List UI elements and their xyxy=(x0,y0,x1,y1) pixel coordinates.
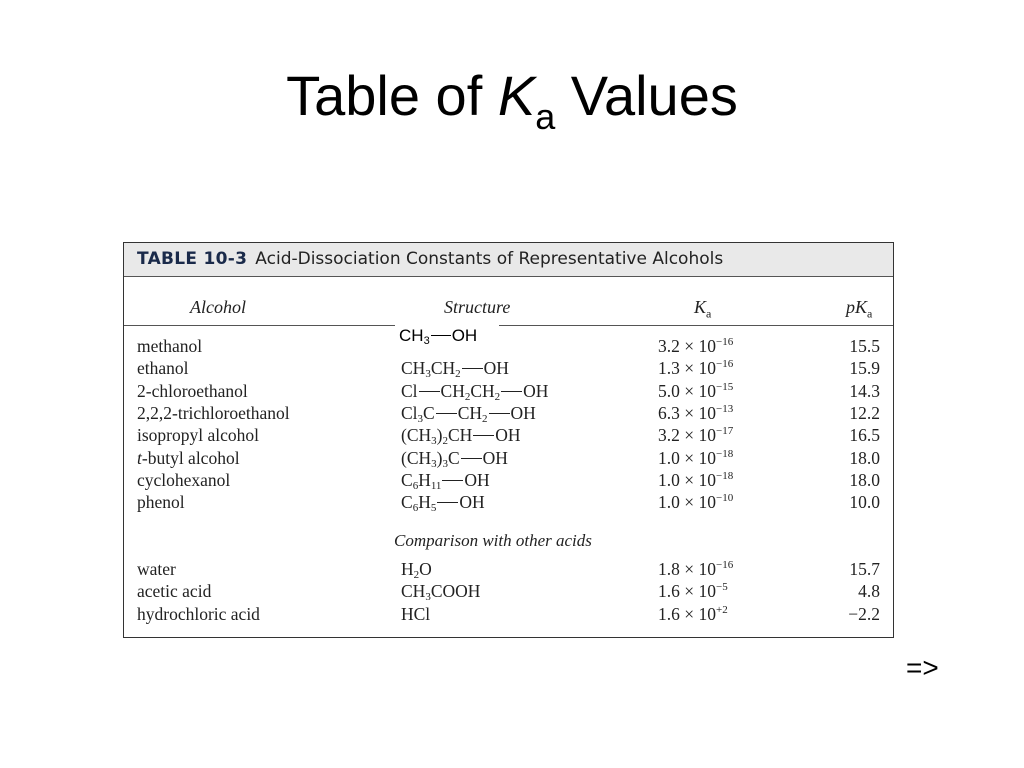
ka-value xyxy=(658,424,733,446)
pka-value: 18.0 xyxy=(849,469,880,490)
alcohol-name xyxy=(137,380,248,402)
caption-text: Acid-Dissociation Constants of Representative Alcohols xyxy=(255,249,724,269)
structure-part: Cl xyxy=(401,402,418,423)
structure-cell xyxy=(401,558,432,580)
ka-exponent: −16 xyxy=(716,358,734,371)
section-label-comparison: Comparison with other acids xyxy=(394,531,592,550)
structure-cell xyxy=(401,447,508,469)
alcohol-name-text: -butyl alcohol xyxy=(141,447,240,468)
header-ka xyxy=(694,297,711,322)
bond-line xyxy=(489,413,510,414)
alcohol-name-text: 2,2,2-trichloroethanol xyxy=(137,402,290,423)
pka-value: 16.5 xyxy=(849,425,880,446)
structure-cell xyxy=(401,424,521,446)
ka-value xyxy=(658,357,733,379)
structure-part: OH xyxy=(495,425,521,446)
alcohol-name xyxy=(137,491,185,513)
ka-exponent: −16 xyxy=(716,559,734,571)
structure-cell xyxy=(401,580,480,602)
structure-subscript: 3 xyxy=(431,457,437,470)
alcohol-name-text: ethanol xyxy=(137,358,189,379)
structure-part: CH xyxy=(399,326,424,345)
structure-part: CH xyxy=(430,358,456,379)
structure-part: (CH xyxy=(401,447,432,468)
alcohol-name-text: water xyxy=(137,559,176,579)
title-k: K xyxy=(497,64,536,127)
table-row xyxy=(124,447,893,469)
ka-mantissa: 1.6 × 10 xyxy=(658,581,716,602)
ka-mantissa: 1.8 × 10 xyxy=(658,559,716,579)
structure-cell xyxy=(401,402,536,424)
alcohol-name xyxy=(137,580,211,602)
structure-part: H xyxy=(401,559,414,579)
slide-title xyxy=(0,58,1024,137)
table-caption xyxy=(124,243,893,277)
structure-part: CH xyxy=(440,380,465,401)
alcohol-name xyxy=(137,447,240,469)
ka-exponent: −5 xyxy=(716,581,728,594)
pka-value: 10.0 xyxy=(849,492,880,513)
structure-methanol xyxy=(395,325,499,349)
ka-value xyxy=(658,558,733,580)
alcohol-name xyxy=(137,402,290,424)
structure-subscript: 3 xyxy=(431,435,437,448)
alcohol-name xyxy=(137,424,259,446)
structure-part: CH xyxy=(457,402,483,423)
table-row xyxy=(124,558,893,580)
next-slide-arrow[interactable]: => xyxy=(906,652,939,683)
pka-value: 4.8 xyxy=(858,581,880,602)
ka-value xyxy=(658,469,733,491)
structure-subscript: 2 xyxy=(494,390,501,403)
title-sub: a xyxy=(535,96,556,137)
ka-mantissa: 1.3 × 10 xyxy=(658,358,716,379)
ka-exponent: −15 xyxy=(716,380,734,393)
alcohol-name-italic: t xyxy=(137,447,142,468)
structure-part: HCl xyxy=(401,603,431,624)
header-pka-k: K xyxy=(855,297,868,317)
alcohol-name xyxy=(137,603,260,625)
table-row xyxy=(124,491,893,513)
structure-cell xyxy=(401,603,430,625)
structure-part: C xyxy=(447,447,460,468)
header-rule xyxy=(124,325,893,326)
structure-part: CH xyxy=(447,425,473,446)
pka-value: −2.2 xyxy=(848,603,880,624)
structure-cell xyxy=(401,380,548,402)
structure-subscript: 2 xyxy=(455,368,461,381)
structure-subscript: 2 xyxy=(464,390,471,403)
ka-exponent: −18 xyxy=(716,469,734,482)
structure-part: C xyxy=(401,492,413,513)
header-pka-sub: a xyxy=(867,306,873,321)
alcohol-name xyxy=(137,469,230,491)
structure-cell xyxy=(401,469,490,491)
bond-line xyxy=(431,335,451,336)
ka-value xyxy=(658,580,728,602)
ka-mantissa: 1.0 × 10 xyxy=(658,469,716,490)
structure-subscript: 3 xyxy=(425,368,431,381)
structure-part: (CH xyxy=(401,425,432,446)
caption-number: TABLE 10-3 xyxy=(137,249,248,269)
ka-mantissa: 1.0 × 10 xyxy=(658,492,716,513)
pka-value: 14.3 xyxy=(849,380,880,401)
pka-value: 15.7 xyxy=(849,559,880,579)
pka-value: 18.0 xyxy=(849,447,880,468)
structure-subscript: 2 xyxy=(413,569,420,581)
header-ka-sub: a xyxy=(706,306,712,321)
ka-value xyxy=(658,491,733,513)
structure-part: ) xyxy=(436,425,443,446)
structure-part: H xyxy=(418,492,431,513)
structure-part: H xyxy=(418,469,431,490)
ka-exponent: −13 xyxy=(716,402,734,415)
ka-mantissa: 6.3 × 10 xyxy=(658,402,716,423)
structure-part: O xyxy=(419,559,432,579)
table-row xyxy=(124,580,893,602)
structure-subscript: 3 xyxy=(417,412,424,425)
structure-subscript: 6 xyxy=(412,502,419,515)
table-row xyxy=(124,402,893,424)
structure-part: COOH xyxy=(430,581,481,602)
structure-part: OH xyxy=(510,402,536,423)
alcohol-name xyxy=(137,335,202,357)
title-suffix: Values xyxy=(555,64,738,127)
ka-exponent: −17 xyxy=(716,425,734,438)
structure-subscript: 5 xyxy=(430,502,437,515)
alcohol-name-text: phenol xyxy=(137,492,185,513)
ka-value xyxy=(658,335,733,357)
structure-part: OH xyxy=(459,492,485,513)
structure-part: ) xyxy=(436,447,443,468)
ka-exponent: −16 xyxy=(716,336,734,348)
acid-table xyxy=(123,242,894,638)
alcohol-name-text: methanol xyxy=(137,336,203,356)
structure-part: Cl xyxy=(401,380,418,401)
bond-line xyxy=(473,435,494,436)
structure-part: CH xyxy=(401,358,426,379)
alcohol-name-text: cyclohexanol xyxy=(137,469,231,490)
alcohol-name-text: acetic acid xyxy=(137,581,212,602)
ka-exponent: +2 xyxy=(716,603,728,616)
structure-part: OH xyxy=(482,447,508,468)
table-row xyxy=(124,357,893,379)
alcohol-name xyxy=(137,558,176,580)
alcohol-name-text: 2-chloroethanol xyxy=(137,380,248,401)
table-row xyxy=(124,603,893,625)
bond-line xyxy=(436,413,457,414)
structure-subscript: 3 xyxy=(425,591,431,604)
structure-subscript: 2 xyxy=(482,412,488,425)
alcohol-name xyxy=(137,357,189,379)
ka-value xyxy=(658,603,728,625)
structure-cell xyxy=(401,491,485,513)
table-row xyxy=(124,469,893,491)
ka-value xyxy=(658,447,733,469)
pka-value: 15.5 xyxy=(849,336,880,356)
table-row xyxy=(124,424,893,446)
header-structure: Structure xyxy=(444,297,511,317)
structure-subscript: 3 xyxy=(423,335,430,347)
pka-value: 15.9 xyxy=(849,358,880,379)
ka-value xyxy=(658,402,733,424)
structure-part: OH xyxy=(523,380,549,401)
bond-line xyxy=(419,391,440,392)
structure-part: CH xyxy=(470,380,495,401)
ka-mantissa: 1.0 × 10 xyxy=(658,447,716,468)
structure-subscript: 6 xyxy=(412,479,419,492)
table-row xyxy=(124,380,893,402)
title-prefix: Table of xyxy=(286,64,498,127)
ka-exponent: −18 xyxy=(716,447,734,460)
table-row xyxy=(124,335,893,357)
ka-mantissa: 3.2 × 10 xyxy=(658,336,716,356)
bond-line xyxy=(461,458,482,459)
header-pka xyxy=(846,297,872,322)
bond-line xyxy=(462,368,483,369)
bond-line xyxy=(437,502,458,503)
header-alcohol: Alcohol xyxy=(190,297,246,317)
structure-subscript: 3 xyxy=(442,457,448,470)
ka-mantissa: 3.2 × 10 xyxy=(658,425,716,446)
bond-line xyxy=(501,391,522,392)
ka-exponent: −10 xyxy=(716,492,734,505)
bond-line xyxy=(442,480,463,481)
structure-subscript: 2 xyxy=(442,435,448,448)
structure-part: OH xyxy=(483,358,509,379)
ka-value xyxy=(658,380,733,402)
structure-cell xyxy=(401,357,509,379)
structure-part: C xyxy=(423,402,435,423)
structure-subscript: 11 xyxy=(430,479,442,492)
alcohol-name-text: isopropyl alcohol xyxy=(137,425,259,446)
structure-part: CH xyxy=(401,581,426,602)
structure-part: C xyxy=(401,469,413,490)
ka-mantissa: 5.0 × 10 xyxy=(658,380,716,401)
header-ka-k: K xyxy=(694,297,707,317)
alcohol-name-text: hydrochloric acid xyxy=(137,603,260,624)
ka-mantissa: 1.6 × 10 xyxy=(658,603,716,624)
pka-value: 12.2 xyxy=(849,402,880,423)
structure-part: OH xyxy=(464,469,490,490)
header-pka-p: p xyxy=(846,297,855,317)
structure-part: OH xyxy=(451,326,478,345)
